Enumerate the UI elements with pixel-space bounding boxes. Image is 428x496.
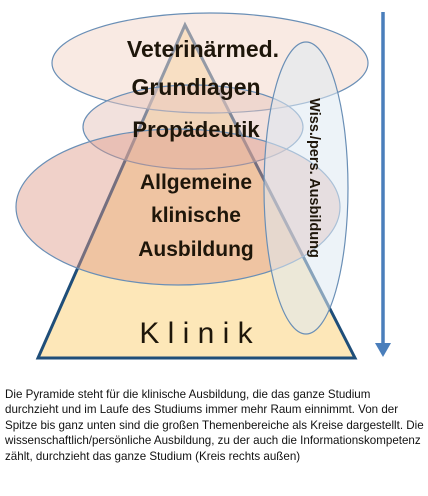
label-allg-line3: Ausbildung	[138, 238, 254, 261]
label-propaedeutik: Propädeutik	[132, 117, 260, 142]
label-wiss-pers-ausbildung: Wiss./pers. Ausbildung	[306, 98, 322, 258]
circle-wiss-pers-ausbildung	[264, 42, 348, 334]
label-allg-line1: Allgemeine	[139, 171, 253, 194]
label-allg-line2: klinische	[151, 204, 241, 227]
timeline-arrow-head	[375, 343, 391, 357]
figure-caption	[5, 387, 425, 464]
label-vet-line1: Veterinärmed.	[126, 36, 280, 62]
label-vet-line2: Grundlagen	[131, 74, 261, 100]
caption-text: Die Pyramide steht für die klinische Ausbildung, die das ganze Studium durchzieht und im Laufe des Studiums immer mehr Raum einnimmt. Von der Spitze bis ganz unten sind die großen Themenbereiche als Kreise dargestellt. Die wissenschaftlich/persönliche Ausbildung, zu der auch die Informationskompetenz zählt, durchzieht das ganze Studium (Kreis rechts außen)	[5, 388, 424, 463]
label-klinik: K l i n i k	[139, 317, 253, 350]
